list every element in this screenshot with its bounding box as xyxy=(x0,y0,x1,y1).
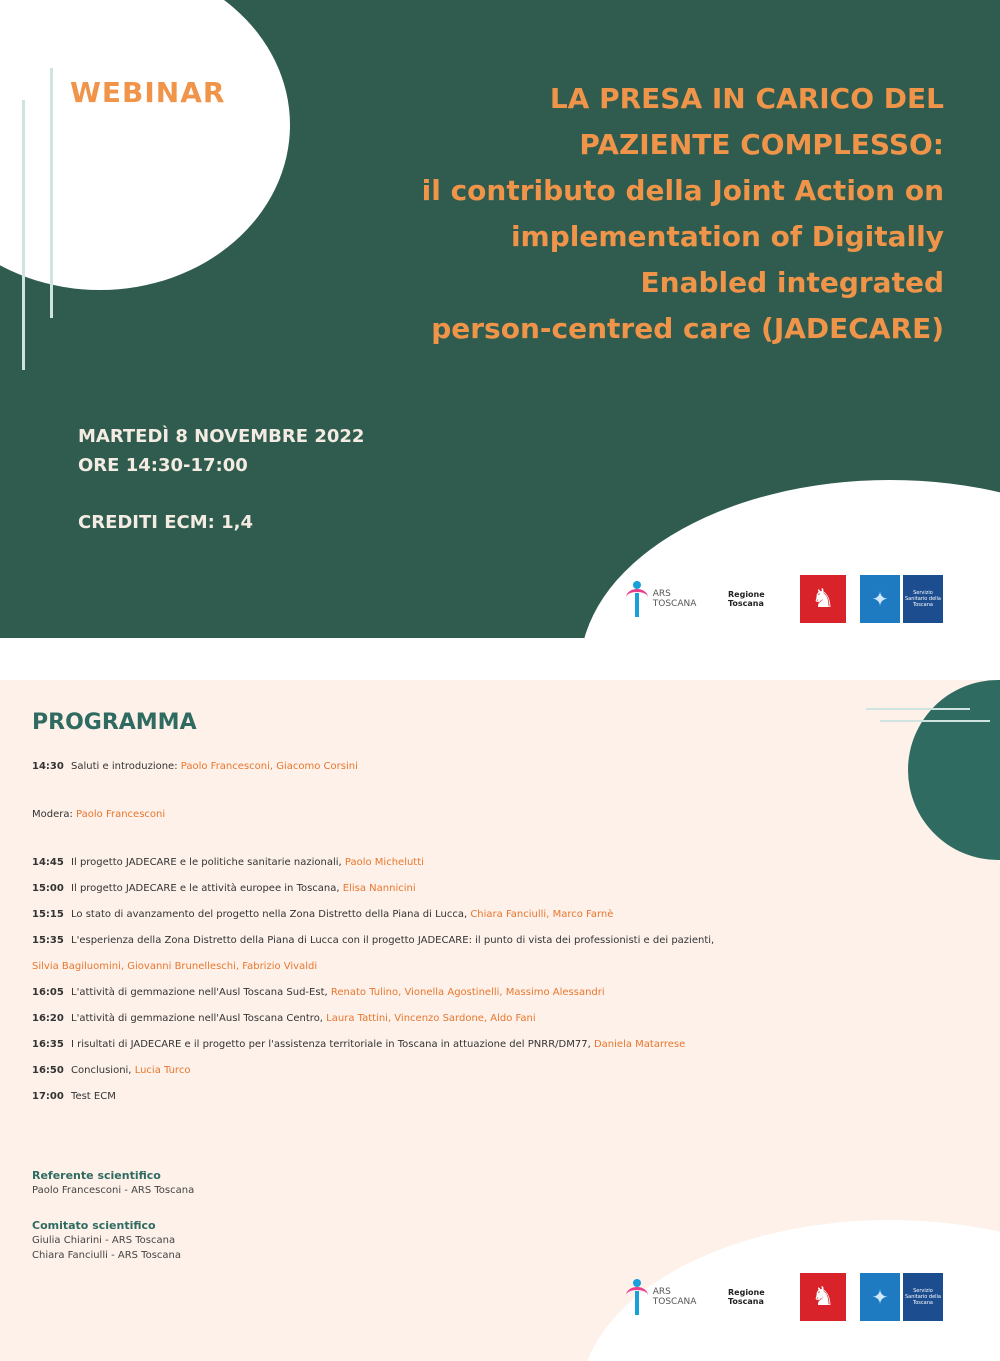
program-item-speakers: Silvia Bagiluomini, Giovanni Brunelleschi, Fabrizio Vivaldi xyxy=(32,961,318,972)
ars-toscana-logo: ARS TOSCANA xyxy=(626,579,714,619)
event-time: ORE 14:30-17:00 xyxy=(78,455,248,476)
regione-toscana-logo: Regione Toscana xyxy=(728,590,765,608)
decorative-line xyxy=(866,708,970,710)
title-line: implementation of Digitally xyxy=(510,220,944,253)
program-item: 15:35 L'esperienza della Zona Distretto della Piana di Lucca con il progetto JADECARE: il punto di vista dei professionisti e dei pazienti, xyxy=(32,935,715,946)
referent-heading: Referente scientifico xyxy=(32,1169,161,1182)
scientific-committee xyxy=(32,1168,194,1263)
committee-member: Giulia Chiarini - ARS Toscana xyxy=(32,1235,176,1246)
event-date: MARTEDÌ 8 NOVEMBRE 2022 xyxy=(78,426,365,447)
committee-heading: Comitato scientifico xyxy=(32,1219,156,1232)
ars-figure-icon xyxy=(626,1277,649,1317)
program-list xyxy=(32,754,912,1110)
pegaso-icon: ♞ xyxy=(800,575,846,623)
sst-mark-icon: ✦ xyxy=(860,1273,900,1321)
decorative-circle xyxy=(908,680,1000,860)
sst-logo: ✦ Servizio Sanitario della Toscana xyxy=(860,1273,943,1321)
title-line: LA PRESA IN CARICO DEL xyxy=(549,82,944,115)
referent-name: Paolo Francesconi - ARS Toscana xyxy=(32,1185,195,1196)
ars-figure-icon xyxy=(626,579,649,619)
ecm-credits: CREDITI ECM: 1,4 xyxy=(78,512,254,533)
program-item: 16:35 I risultati di JADECARE e il progetto per l'assistenza territoriale in Toscana in attuazione del PNRR/DM77, Daniela Matarrese xyxy=(32,1039,686,1050)
title-line: person-centred care (JADECARE) xyxy=(431,312,944,345)
sst-mark-icon: ✦ xyxy=(860,575,900,623)
ars-toscana-logo: ARS TOSCANA xyxy=(626,1277,714,1317)
committee-member: Chiara Fanciulli - ARS Toscana xyxy=(32,1250,182,1261)
program-item: 16:20 L'attività di gemmazione nell'Ausl Toscana Centro, Laura Tattini, Vincenzo Sardone, Aldo Fani xyxy=(32,1013,536,1024)
webinar-tag: WEBINAR xyxy=(70,76,226,109)
program-item: 16:50 Conclusioni, Lucia Turco xyxy=(32,1065,191,1076)
event-title xyxy=(304,76,944,352)
program-item: 17:00 Test ECM xyxy=(32,1091,116,1102)
sst-logo: ✦ Servizio Sanitario della Toscana xyxy=(860,575,943,623)
program-item: 15:00 Il progetto JADECARE e le attività europee in Toscana, Elisa Nannicini xyxy=(32,883,416,894)
sponsor-logos xyxy=(626,1273,943,1321)
program-title: PROGRAMMA xyxy=(32,710,197,735)
title-line: il contributo della Joint Action on xyxy=(421,174,944,207)
decorative-line xyxy=(22,100,25,370)
program-item: 14:30 Saluti e introduzione: Paolo Francesconi, Giacomo Corsini xyxy=(32,761,358,772)
pegaso-icon: ♞ xyxy=(800,1273,846,1321)
decorative-line xyxy=(50,68,53,318)
regione-toscana-logo: Regione Toscana xyxy=(728,1288,765,1306)
decorative-line xyxy=(880,720,990,722)
title-line: Enabled integrated xyxy=(640,266,944,299)
program-panel xyxy=(0,680,1000,1361)
program-item: 14:45 Il progetto JADECARE e le politiche sanitarie nazionali, Paolo Michelutti xyxy=(32,857,424,868)
cover-panel xyxy=(0,0,1000,638)
title-line: PAZIENTE COMPLESSO: xyxy=(579,128,944,161)
decorative-circle xyxy=(0,0,290,290)
event-info xyxy=(78,422,364,537)
sponsor-logos xyxy=(626,575,943,623)
program-item: 16:05 L'attività di gemmazione nell'Ausl Toscana Sud-Est, Renato Tulino, Vionella Agostinelli, Massimo Alessandri xyxy=(32,987,605,998)
program-item: 15:15 Lo stato di avanzamento del progetto nella Zona Distretto della Piana di Lucca, Chiara Fanciulli, Marco Farnè xyxy=(32,909,614,920)
moderator-row: Modera: Paolo Francesconi xyxy=(32,809,166,820)
